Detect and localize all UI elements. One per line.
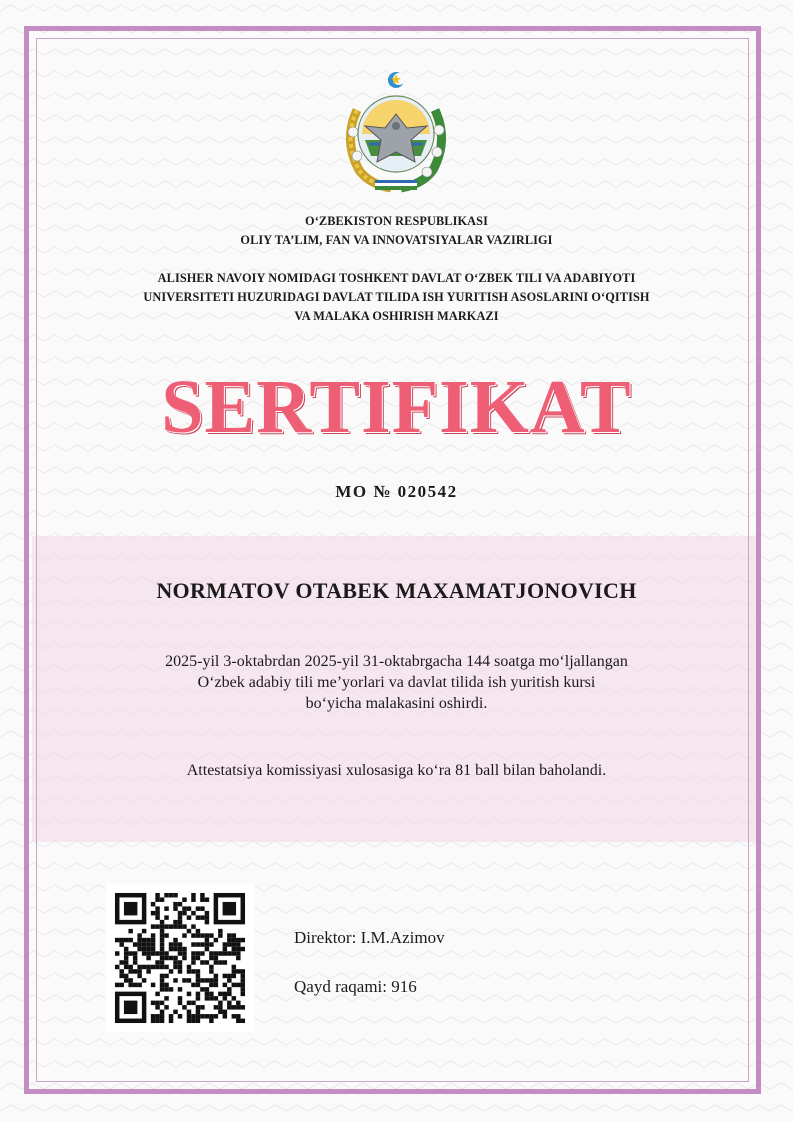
institution-line-1: ALISHER NAVOIY NOMIDAGI TOSHKENT DAVLAT O‘ZBEK TILI VA ADABIYOTI [157, 271, 636, 285]
ministry-heading: OLIY TA’LIM, FAN VA INNOVATSIYALAR VAZIRLIGI [240, 233, 553, 247]
director-signature: Direktor: I.M.Azimov [294, 928, 445, 947]
qr-code [106, 884, 254, 1032]
state-emblem-icon [335, 70, 457, 196]
course-line-1: 2025-yil 3-oktabrdan 2025-yil 31-oktabrgacha 144 soatga mo‘ljallangan [165, 653, 628, 670]
recipient-name: NORMATOV OTABEK MAXAMATJONOVICH [156, 578, 637, 603]
country-heading: O‘ZBEKISTON RESPUBLIKASI [305, 214, 488, 228]
serial-number: MO № 020542 [335, 482, 458, 501]
registration-number: Qayd raqami: 916 [294, 977, 417, 996]
institution-line-3: VA MALAKA OSHIRISH MARKAZI [294, 309, 499, 323]
attestation-text: Attestatsiya komissiyasi xulosasiga ko‘ra 81 ball bilan baholandi. [186, 762, 607, 779]
course-line-2: O‘zbek adabiy tili me’yorlari va davlat tilida ish yuritish kursi [197, 674, 596, 691]
course-line-3: bo‘yicha malakasini oshirdi. [305, 695, 488, 712]
certificate-title: SERTIFIKAT [161, 365, 632, 449]
institution-line-2: UNIVERSITETI HUZURIDAGI DAVLAT TILIDA ISH YURITISH ASOSLARINI O‘QITISH [143, 290, 650, 304]
